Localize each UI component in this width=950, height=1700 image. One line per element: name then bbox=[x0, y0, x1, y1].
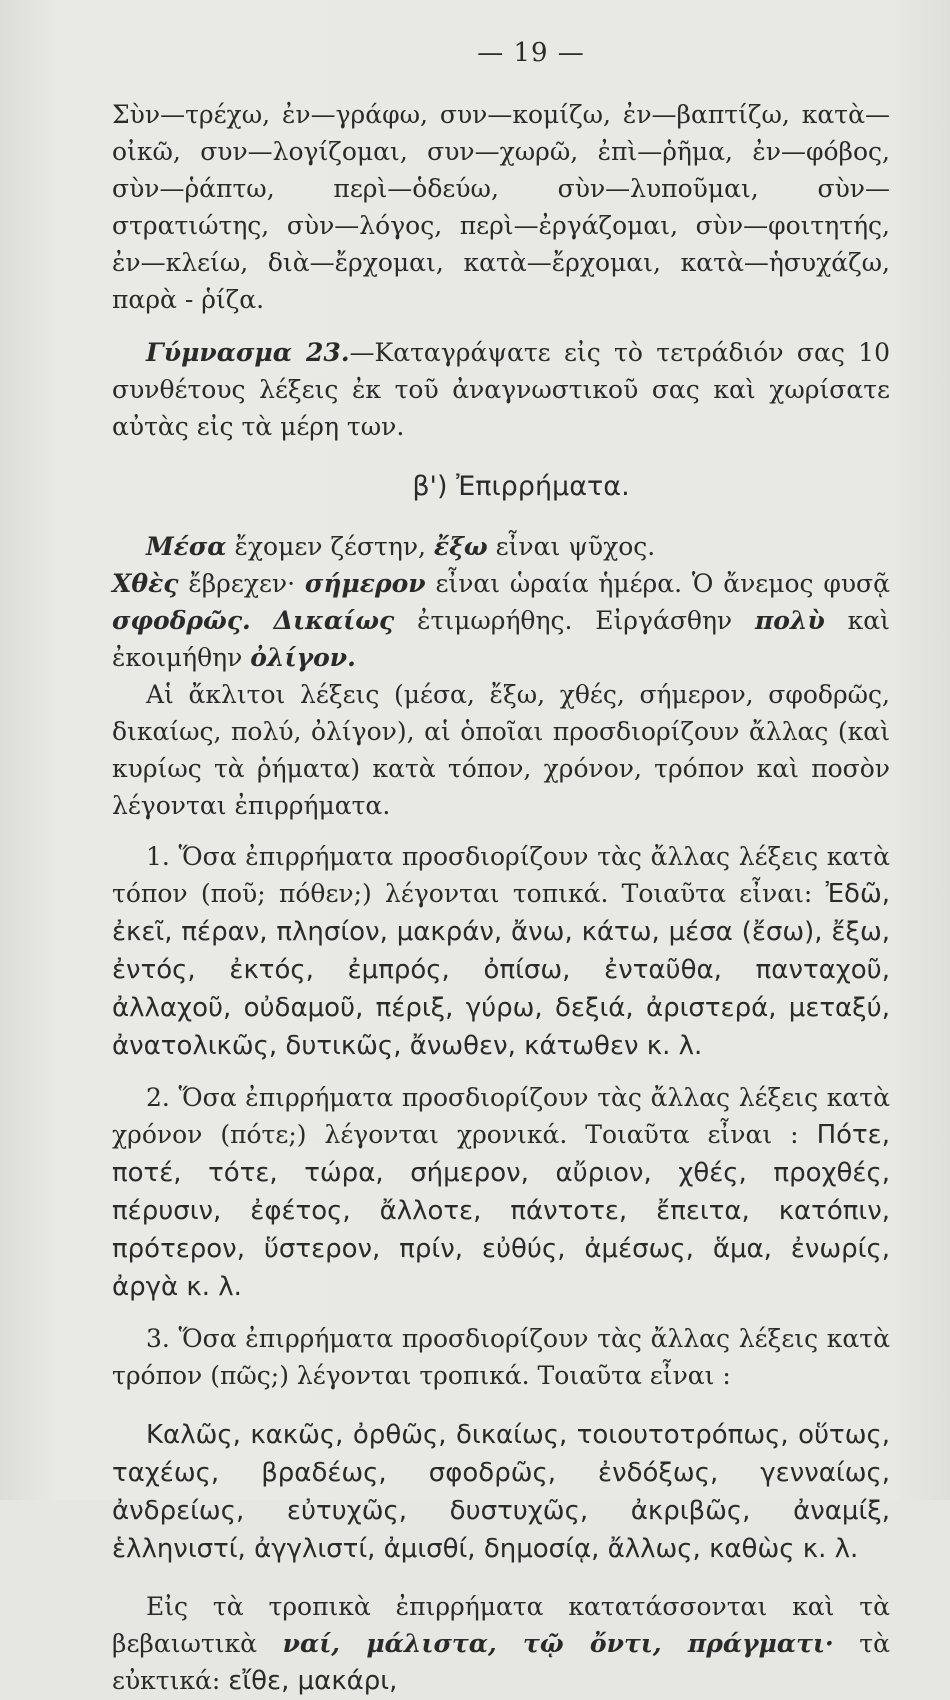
intro-paragraph: Σὺν—τρέχω, ἐν—γράφω, συν—κομίζω, ἐν—βαπτίζω, κατὰ—οἰκῶ, συν—λογίζομαι, συν—χωρῶ, ἐπὶ—ῥῆμα, ἐν—φόβος, σὺν—ῥάπτω, περὶ—ὁδεύω, σὺν—λυποῦμαι, σὺν—στρατιώτης, σὺν—λόγος, περὶ—ἐργάζομαι, σὺν—φοιτητής, ἐν—κλείω, διὰ—ἔρχομαι, κατὰ—ἔρχομαι, κατὰ—ἡσυχάζω, παρὰ - ῥίζα. bbox=[112, 100, 890, 314]
example-text: ἔχομεν ζέστην, bbox=[226, 532, 434, 561]
example-text: ἐτιμωρήθης. Εἰργάσθην bbox=[394, 606, 755, 635]
example-word: Μέσα bbox=[146, 532, 227, 561]
page-number: — 19 — bbox=[477, 38, 585, 68]
example-text: εἶναι ψῦχος. bbox=[487, 532, 656, 561]
item-topika-list: Ἐδῶ, ἐκεῖ, πέραν, πλησίον, μακράν, ἄνω, κάτω, μέσα (ἔσω), ἔξω, ἐντός, ἐκτός, ἐμπρός, ὀπίσω, ἐνταῦθα, πανταχοῦ, ἀλλαχοῦ, οὐδαμοῦ, πέριξ, γύρω, δεξιά, ἀριστερά, μεταξύ, ἀνατολικῶς, δυτικῶς, ἄνωθεν, κάτωθεν κ. λ. bbox=[112, 879, 890, 1061]
item-tropika-list: Καλῶς, κακῶς, ὀρθῶς, δικαίως, τοιουτοτρόπως, οὕτως, ταχέως, βραδέως, σφοδρῶς, ἐνδόξως, γενναίως, ἀνδρείως, εὐτυχῶς, δυστυχῶς, ἀκριβῶς, ἀναμίξ, ἑλληνιστί, ἀγγλιστί, ἀμισθί, δημοσίᾳ, ἄλλως, καθὼς κ. λ. bbox=[112, 1420, 890, 1564]
section-heading: β') Ἐπιρρήματα. bbox=[412, 471, 630, 502]
example-word: ὀλίγον. bbox=[250, 643, 356, 672]
example-text bbox=[251, 606, 274, 635]
examples-paragraph bbox=[112, 528, 890, 676]
closing-paragraph bbox=[112, 1588, 890, 1700]
item-chronika-text: 2. Ὅσα ἐπιρρήματα προσδιορίζουν τὰς ἄλλας λέξεις κατὰ χρόνον (πότε;) λέγονται χρονικά. Τοιαῦτα εἶναι : bbox=[112, 1083, 890, 1149]
example-word: σφοδρῶς. bbox=[112, 606, 251, 635]
closing-text: Εἰς τὰ τροπικὰ ἐπιρρήματα κατατάσσονται καὶ τὰ βεβαιωτικὰ bbox=[112, 1592, 890, 1658]
example-text: εἶναι ὡραία ἡμέρα. Ὁ ἄνεμος φυσᾷ bbox=[425, 569, 890, 598]
item-topika-text: 1. Ὅσα ἐπιρρήματα προσδιορίζουν τὰς ἄλλας λέξεις κατὰ τόπον (ποῦ; πόθεν;) λέγονται τοπικά. Τοιαῦτα εἶναι: bbox=[112, 842, 890, 908]
example-word: Δικαίως bbox=[273, 606, 395, 635]
item-topika bbox=[112, 838, 890, 1065]
exercise-paragraph bbox=[112, 334, 890, 445]
example-text: καὶ ἐκοιμήθην bbox=[112, 606, 890, 672]
closing-text-2: τὰ εὐκτικά: bbox=[112, 1629, 890, 1695]
exercise-text: —Καταγράψατε εἰς τὸ τετράδιόν σας 10 συνθέτους λέξεις ἐκ τοῦ ἀναγνωστικοῦ σας καὶ χωρίσατε αὐτὰς εἰς τὰ μέρη των. bbox=[112, 338, 890, 441]
exercise-label: Γύμνασμα 23. bbox=[146, 338, 350, 367]
example-word: σήμερον bbox=[304, 569, 426, 598]
item-chronika-list: Πότε, ποτέ, τότε, τώρα, σήμερον, αὔριον, χθές, προχθές, πέρυσιν, ἐφέτος, ἄλλοτε, πάντοτε, ἔπειτα, κατόπιν, πρότερον, ὕστερον, πρίν, εὐθύς, ἀμέσως, ἅμα, ἐνωρίς, ἀργὰ κ. λ. bbox=[112, 1120, 890, 1302]
definition-paragraph: Αἱ ἄκλιτοι λέξεις (μέσα, ἔξω, χθές, σήμερον, σφοδρῶς, δικαίως, πολύ, ὀλίγον), αἱ ὁποῖαι προσδιορίζουν ἄλλας (καὶ κυρίως τὰ ῥήματα) κατὰ τόπον, χρόνον, τρόπον καὶ ποσὸν λέγονται ἐπιρρήματα. bbox=[112, 680, 890, 820]
example-word: ἔξω bbox=[433, 532, 488, 561]
item-chronika bbox=[112, 1079, 890, 1306]
example-word: πολὺ bbox=[754, 606, 825, 635]
closing-words: ναί, μάλιστα, τῷ ὄντι, πράγματι· bbox=[282, 1629, 834, 1658]
example-text: ἔβρεχεν· bbox=[178, 569, 305, 598]
item-tropika: 3. Ὅσα ἐπιρρήματα προσδιορίζουν τὰς ἄλλας λέξεις κατὰ τρόπον (πῶς;) λέγονται τροπικά. Τοιαῦτα εἶναι : bbox=[112, 1324, 890, 1390]
closing-wish: εἴθε, μακάρι, bbox=[228, 1666, 398, 1696]
example-word: Χθὲς bbox=[112, 569, 179, 598]
